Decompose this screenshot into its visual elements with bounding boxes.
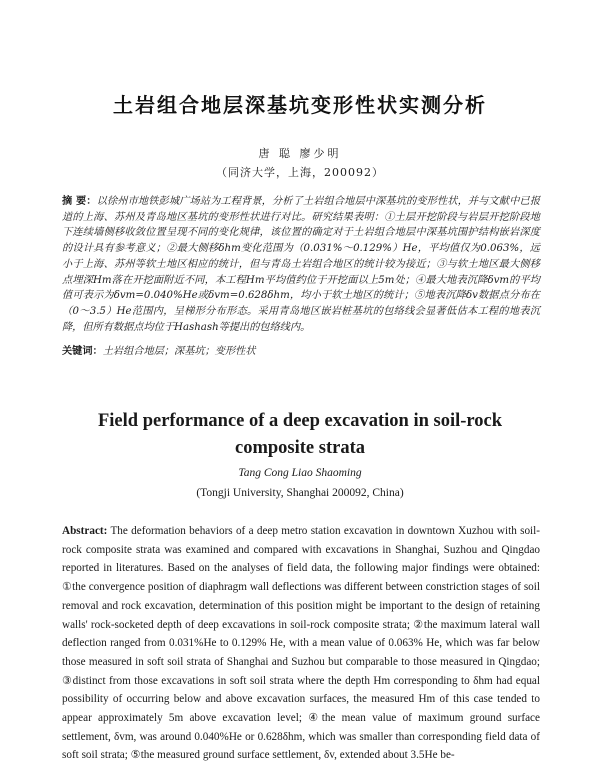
chinese-affiliation: （同济大学，上海，200092） [216, 166, 384, 179]
chinese-keywords-text: 土岩组合地层；深基坑；变形性状 [102, 346, 256, 357]
chinese-title: 土岩组合地层深基坑变形性状实测分析 [113, 93, 487, 117]
english-abstract-label: Abstract: [62, 525, 108, 537]
chinese-authors: 唐 聪 廖少明 [258, 147, 342, 160]
english-authors: Tang Cong Liao Shaoming [238, 467, 362, 479]
chinese-keywords-label: 关键词： [62, 346, 103, 357]
chinese-abstract-label: 摘 要： [62, 196, 97, 207]
english-title-line-2: composite strata [235, 438, 365, 458]
chinese-keywords [62, 344, 540, 359]
chinese-abstract-text: 以徐州市地铁彭城广场站为工程背景，分析了土岩组合地层中深基坑的变形性状，并与文献中已报道的上海、苏州及青岛地区基坑的变形性状进行对比。研究结果表明：①土层开挖阶段与岩层开挖阶段地下连续墙侧移收敛位置呈现不同的变化规律，该位置的确定对于土岩组合地层中深基坑围护结构嵌岩深度的设计具有参考意义；②最大侧移δhm变化范围为（0.031%～0.129%）He，平均值仅为0.063%，远小于上海、苏州等软土地区相应的统计，但与青岛土岩组合地区的统计较为接近；③与软土地区最大侧移点埋深Hm落在开挖面附近不同，本工程Hm平均值约位于开挖面以上5m处；④最大地表沉降δvm的平均值可表示为δvm=0.040%He或δvm=0.628δhm，均小于软土地区的统计；⑤地表沉降δv数据点分布在（0～3.5）He范围内，呈梯形分布形态。采用青岛地区嵌岩桩基坑的包络线会显著低估本工程的地表沉降，但所有数据点均位于Hashash等提出的包络线内。 [62, 196, 541, 333]
english-abstract-text: The deformation behaviors of a deep metro station excavation in downtown Xuzhou with soil-rock composite strata was examined and compared with excavations in Shanghai, Suzhou and Qingdao reported in literatures. Based on the analyses of field data, the following major findings were obtained: ①the convergence position of diaphragm wall deflections was different between constriction stages of soil removal and rock excavation, determination of this position might be important to the design of retaining walls' rock-socketed depth of deep excavations in soil-rock composite strata; ②the maximum lateral wall deflection ranged from 0.031%He to 0.129% He, with a mean value of 0.063% He, which was far below those measured in soft soil strata of Shanghai and Suzhou but comparable to those measured in Qingdao; ③distinct from those excavations in soft soil strata where the depth Hm corresponding to δhm had equal possibility of occurring below and above excavation surfaces, the measured Hm of this case tended to appear approximately 5m above excavation level; ④the mean value of maximum ground surface settlement, δvm, was around 0.040%He or 0.628δhm, which was smaller than corresponding field data of soft soil strata; ⑤the measured ground surface settlement, δv, extended about 3.5He be- [62, 525, 540, 762]
english-abstract [62, 522, 540, 765]
english-title [0, 408, 600, 462]
chinese-abstract [62, 194, 540, 335]
english-title-line-1: Field performance of a deep excavation in soil-rock [97, 411, 503, 431]
english-affiliation: (Tongji University, Shanghai 200092, China) [196, 487, 404, 499]
